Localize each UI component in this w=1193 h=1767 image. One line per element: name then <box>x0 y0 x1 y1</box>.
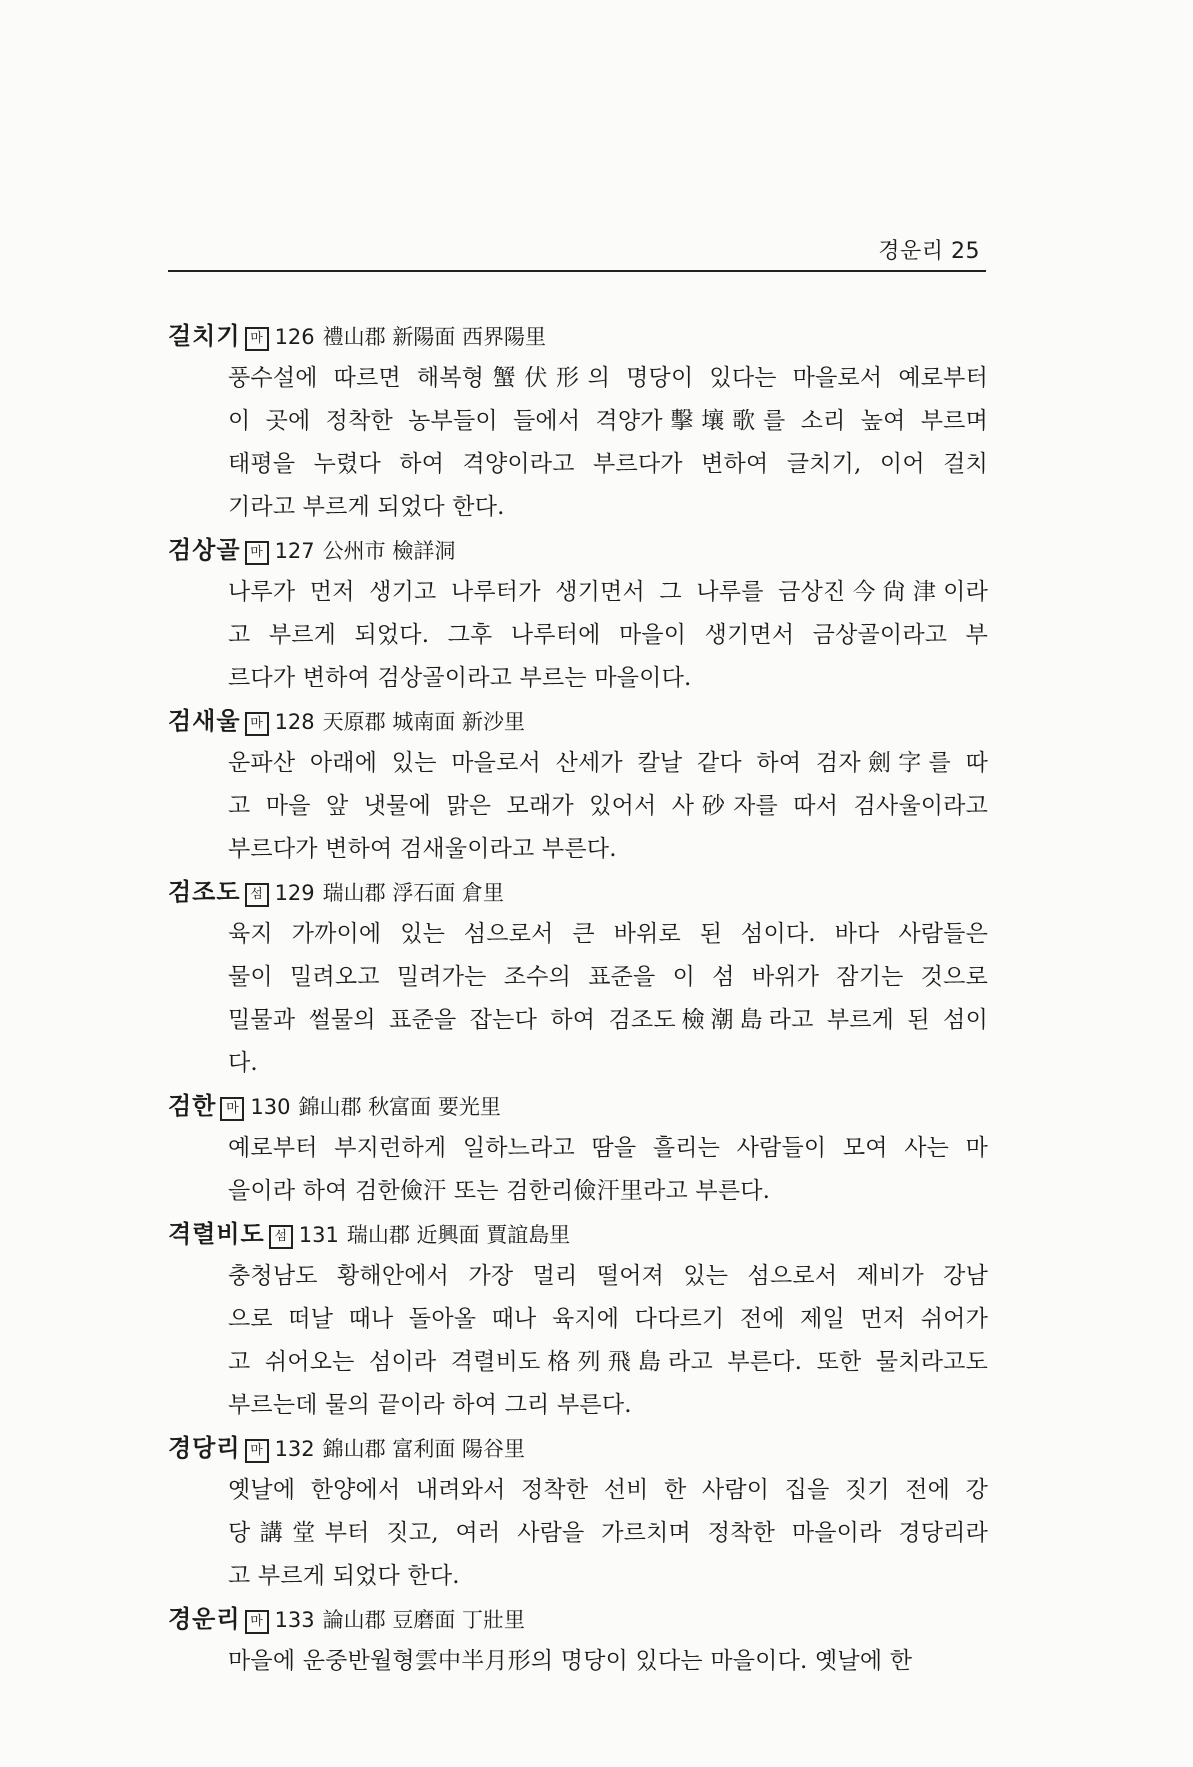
entry-body-line: 부르는데 물의 끝이라 하여 그리 부른다. <box>228 1392 632 1418</box>
dictionary-entry <box>168 700 988 871</box>
entry-type-badge: 섬 <box>245 883 269 907</box>
entry-headline <box>168 315 988 357</box>
entry-type-badge: 마 <box>245 1610 269 1634</box>
entry-address: 禮山郡 新陽面 西界陽里 <box>322 325 547 349</box>
entry-body-line: 부르다가 변하여 검새울이라고 부른다. <box>228 836 617 862</box>
entry-address: 公州市 檢詳洞 <box>322 539 456 563</box>
entry-body-line: 고 부르게 되었다 한다. <box>228 1563 460 1589</box>
running-title: 경운리 25 <box>878 239 980 264</box>
entry-headline <box>168 700 988 742</box>
dictionary-entry <box>168 1598 988 1683</box>
entry-headword: 경운리 <box>168 1605 241 1633</box>
entry-headword: 검새울 <box>168 707 241 735</box>
entry-body-line: 충청남도 황해안에서 가장 멀리 떨어져 있는 섬으로서 제비가 강남 <box>228 1263 988 1289</box>
entry-address: 天原郡 城南面 新沙里 <box>322 710 526 734</box>
dictionary-entry <box>168 871 988 1085</box>
entry-number: 126 <box>274 325 315 349</box>
entry-body-line: 예로부터 부지런하게 일하느라고 땀을 흘리는 사람들이 모여 사는 마 <box>228 1135 988 1161</box>
entry-body-line: 운파산 아래에 있는 마을로서 산세가 칼날 같다 하여 검자劍字를 따 <box>228 750 988 776</box>
dictionary-entry <box>168 529 988 700</box>
entry-body-line: 고 부르게 되었다. 그후 나루터에 마을이 생기면서 금상골이라고 부 <box>228 622 988 648</box>
entry-body-line: 으로 떠날 때나 돌아올 때나 육지에 다다르기 전에 제일 먼저 쉬어가 <box>228 1306 988 1332</box>
entry-headline <box>168 1085 988 1127</box>
entry-body-line: 고 쉬어오는 섬이라 격렬비도格列飛島라고 부른다. 또한 물치라고도 <box>228 1349 988 1375</box>
entry-number: 128 <box>274 710 315 734</box>
entry-type-badge: 마 <box>245 327 269 351</box>
entry-type-badge: 마 <box>245 541 269 565</box>
entry-body-line: 기라고 부르게 되었다 한다. <box>228 494 505 520</box>
entry-type-badge: 마 <box>245 1439 269 1463</box>
entry-body-line: 나루가 먼저 생기고 나루터가 생기면서 그 나루를 금상진今尙津이라 <box>228 579 988 605</box>
entry-headline <box>168 1427 988 1469</box>
entry-number: 129 <box>274 881 315 905</box>
dictionary-entry <box>168 1085 988 1213</box>
entry-type-badge: 섬 <box>269 1225 293 1249</box>
entry-headline <box>168 871 988 913</box>
entry-headline <box>168 1598 988 1640</box>
entry-address: 論山郡 豆磨面 丁壯里 <box>322 1608 526 1632</box>
entry-body-line: 밀물과 썰물의 표준을 잡는다 하여 검조도檢潮島라고 부르게 된 섬이 <box>228 1007 988 1033</box>
entry-number: 127 <box>274 539 315 563</box>
entry-headline <box>168 1213 988 1255</box>
entry-headword: 검조도 <box>168 878 241 906</box>
entry-body-line: 르다가 변하여 검상골이라고 부르는 마을이다. <box>228 665 692 691</box>
dictionary-entry <box>168 1213 988 1427</box>
dictionary-entry <box>168 1427 988 1598</box>
entry-type-badge: 마 <box>245 712 269 736</box>
entry-body-line: 물이 밀려오고 밀려가는 조수의 표준을 이 섬 바위가 잠기는 것으로 <box>228 964 988 990</box>
entry-body-line: 마을에 운중반월형雲中半月形의 명당이 있다는 마을이다. 옛날에 한 <box>228 1648 913 1674</box>
entry-number: 132 <box>274 1437 315 1461</box>
entry-body-line: 을이라 하여 검한儉汗 또는 검한리儉汗里라고 부른다. <box>228 1178 771 1204</box>
entry-number: 133 <box>274 1608 315 1632</box>
entry-headline <box>168 529 988 571</box>
entry-address: 瑞山郡 浮石面 倉里 <box>322 881 505 905</box>
entry-headword: 검상골 <box>168 536 241 564</box>
entry-number: 131 <box>298 1223 339 1247</box>
entry-headword: 경당리 <box>168 1434 241 1462</box>
entry-body-line: 당講堂부터 짓고, 여러 사람을 가르치며 정착한 마을이라 경당리라 <box>228 1520 988 1546</box>
entry-body-line: 이 곳에 정착한 농부들이 들에서 격양가擊壤歌를 소리 높여 부르며 <box>228 408 988 434</box>
dictionary-entry <box>168 315 988 529</box>
running-header <box>168 234 986 272</box>
entry-type-badge: 마 <box>220 1097 244 1121</box>
entry-address: 錦山郡 富利面 陽谷里 <box>322 1437 526 1461</box>
entry-number: 130 <box>250 1095 291 1119</box>
entry-headword: 걸치기 <box>168 322 241 350</box>
entry-address: 瑞山郡 近興面 賈誼島里 <box>346 1223 571 1247</box>
entry-body-line: 육지 가까이에 있는 섬으로서 큰 바위로 된 섬이다. 바다 사람들은 <box>228 921 988 947</box>
entry-body-line: 옛날에 한양에서 내려와서 정착한 선비 한 사람이 집을 짓기 전에 강 <box>228 1477 988 1503</box>
entry-body-line: 풍수설에 따르면 해복형蟹伏形의 명당이 있다는 마을로서 예로부터 <box>228 365 988 391</box>
entry-body-line: 태평을 누렸다 하여 격양이라고 부르다가 변하여 글치기, 이어 걸치 <box>228 451 988 477</box>
entry-headword: 검한 <box>168 1092 217 1120</box>
entry-address: 錦山郡 秋富面 要光里 <box>298 1095 501 1119</box>
entry-headword: 격렬비도 <box>168 1220 265 1248</box>
entry-body-line: 고 마을 앞 냇물에 맑은 모래가 있어서 사砂자를 따서 검사울이라고 <box>228 793 988 819</box>
entry-list <box>168 315 988 1683</box>
entry-body-line: 다. <box>228 1050 258 1076</box>
